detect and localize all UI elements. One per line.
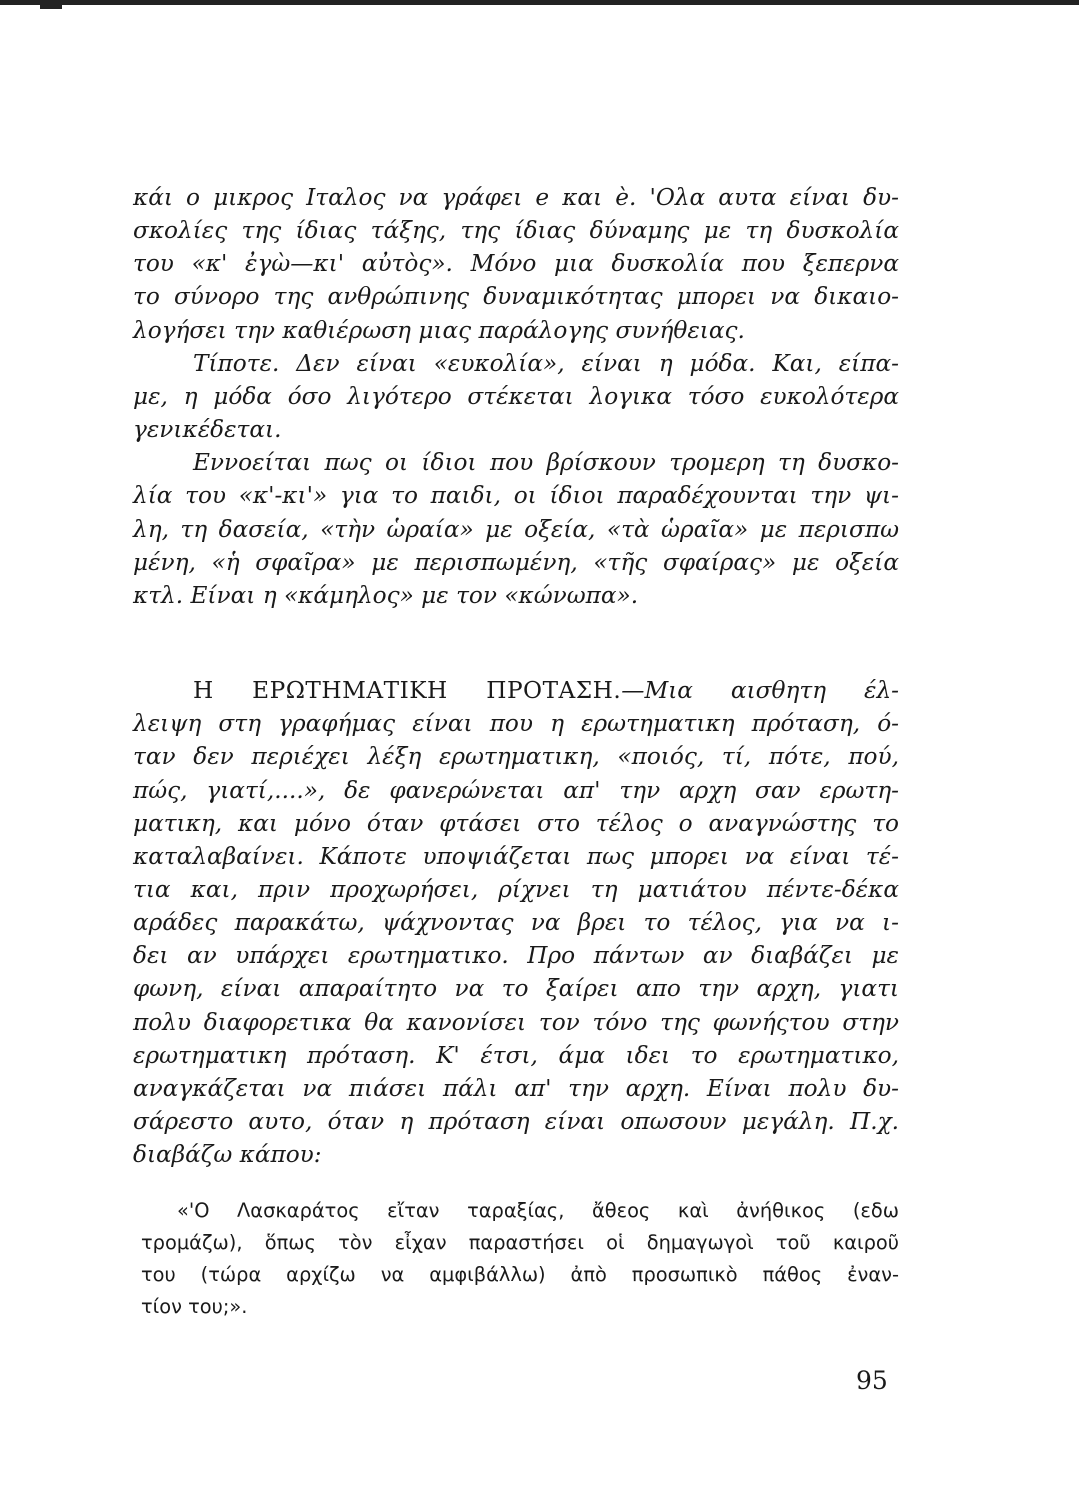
- text-line: μένη, «ἡ σφαῖρα» με περισπωμένη, «τῆς σφαίρας» με οξεία: [133, 548, 899, 576]
- text-line: κάι ο μικρος Ιταλος να γράφει e και è. 'Ολα αυτα είναι δυ-: [133, 184, 899, 211]
- text-line: διαβάζω κάπου:: [133, 1141, 322, 1169]
- text-line: φωνη, είναι απαραίτητο να το ξαίρει απο την αρχη, γιατι: [133, 975, 899, 1003]
- quote-line: τρομάζω), ὅπως τὸν εἶχαν παραστήσει οἱ δημαγωγοὶ τοῦ καιροῦ: [141, 1231, 899, 1255]
- text-line: γενικέδεται.: [133, 416, 282, 444]
- text-line: το σύνορο της ανθρώπινης δυναμικότητας μπορει να δικαιο-: [133, 283, 899, 311]
- quote-line: του (τώρα αρχίζω να αμφιβάλλω) ἀπὸ προσωπικὸ πάθος ἐναν-: [141, 1262, 899, 1286]
- text-line: κτλ. Είναι η «κάμηλος» με τον «κώνωπα».: [133, 581, 639, 609]
- text-line: δει αν υπάρχει ερωτηματικο. Προ πάντων αν διαβάζει με: [133, 942, 899, 970]
- paragraph-3: [133, 446, 899, 612]
- scan-top-edge: [0, 0, 1079, 5]
- text-line: πώς, γιατί,....», δε φανερώνεται απ' την αρχη σαν ερωτη-: [133, 776, 899, 804]
- text-line: ταν δεν περιέχει λέξη ερωτηματικη, «ποιός, τί, πότε, πού,: [133, 743, 899, 771]
- quote-line: «'Ο Λασκαράτος εἴταν ταραξίας, ἄθεος καὶ ἀνήθικος (εδω: [177, 1199, 899, 1223]
- section-heading: Η ΕΡΩΤΗΜΑΤΙΚΗ ΠΡΟΤΑΣΗ.: [193, 677, 622, 705]
- text-line: ματικη, και μόνο όταν φτάσει στο τέλος ο αναγνώστης το: [133, 809, 899, 837]
- page-number: 95: [856, 1366, 888, 1395]
- text-line: Τίποτε. Δεν είναι «ευκολία», είναι η μόδα. Και, είπα-: [193, 349, 899, 377]
- text-line: σκολίες της ίδιας τάξης, της ίδιας δύναμης με τη δυσκολία: [133, 217, 899, 245]
- text-line: λογήσει την καθιέρωση μιας παράλογης συνήθειας.: [133, 316, 745, 344]
- text-line: σάρεστο αυτο, όταν η πρόταση είναι οπωσουν μεγάλη. Π.χ.: [133, 1108, 899, 1136]
- text-line: με, η μόδα όσο λιγότερο στέκεται λογικα τόσο ευκολότερα: [133, 382, 899, 410]
- text-line: Εννοείται πως οι ίδιοι που βρίσκουν τρομερη τη δυσκο-: [193, 449, 899, 477]
- section-gap: [133, 612, 899, 674]
- text-line: αράδες παρακάτω, ψάχνοντας να βρει το τέλος, για να ι-: [133, 909, 899, 937]
- text-run: —Μια αισθητη έλ-: [621, 677, 900, 705]
- page-body: [133, 181, 899, 1323]
- text-line: του «κ' ἐγὼ—κι' αὐτὸς». Μόνο μια δυσκολία που ξεπερνα: [133, 250, 899, 278]
- block-quote: [133, 1195, 899, 1322]
- text-line: λειψη στη γραφήμας είναι που η ερωτηματικη πρόταση, ό-: [133, 710, 899, 738]
- text-line: πολυ διαφορετικα θα κανονίσει τον τόνο της φωνήςτου στην: [133, 1008, 899, 1036]
- paragraph-4: [133, 674, 899, 1171]
- paragraph-2: [133, 347, 899, 446]
- text-line: λη, τη δασεία, «τὴν ὡραία» με οξεία, «τὰ ὡραῖα» με περισπω: [133, 515, 899, 543]
- quote-line: τίον του;».: [141, 1294, 248, 1318]
- text-line: λία του «κ'-κι'» για το παιδι, οι ίδιοι παραδέχουνται την ψι-: [133, 482, 899, 510]
- text-line: καταλαβαίνει. Κάποτε υποψιάζεται πως μπορει να είναι τέ-: [133, 842, 899, 870]
- text-line: ερωτηματικη πρόταση. Κ' έτσι, άμα ιδει το ερωτηματικο,: [133, 1041, 899, 1069]
- text-line: αναγκάζεται να πιάσει πάλι απ' την αρχη. Είναι πολυ δυ-: [133, 1074, 899, 1102]
- text-line: [133, 674, 899, 707]
- paragraph-1: [133, 181, 899, 347]
- text-line: τια και, πριν προχωρήσει, ρίχνει τη ματιάτου πέντε-δέκα: [133, 875, 899, 903]
- scan-top-edge-mark: [40, 0, 62, 9]
